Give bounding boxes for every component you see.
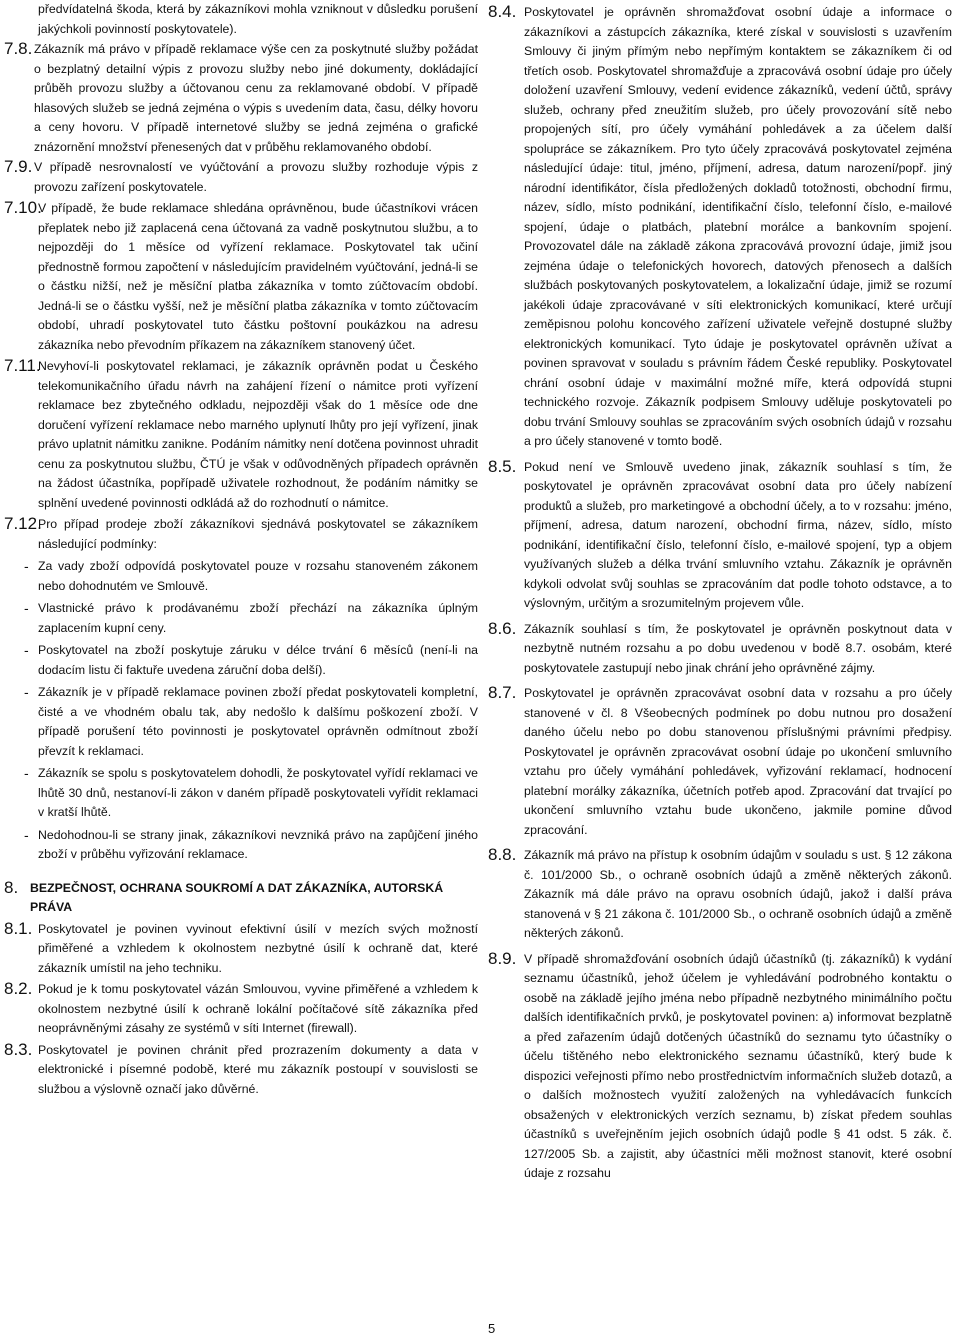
dash-text: Zákazník je v případě reklamace povinen zboží předat poskytovateli kompletní, čisté a ve vhodném obalu tak, aby nedošlo k dalšímu poškození zboží. V případě porušení této povinnosti je poskytovatel oprávněn odmítnout zboží převzít k reklamaci. bbox=[38, 685, 478, 758]
clause-8-2 bbox=[0, 980, 478, 1039]
section-number: 8. bbox=[4, 877, 19, 897]
clause-text: Poskytovatel je oprávněn shromažďovat osobní údaje a informace o zákazníkovi a zástupcích zákazníka, které získal v souvislosti s uzavřením Smlouvy či jiným přímým nebo nepřímým kontaktem se zákazníkem či od třetích osob. Poskytovatel shromažďuje a zpracovává osobní údaje pro účely doložení uzavření Smlouvy, vedení evidence zákazníků, vedení účtů, správy služeb, ochrany před zneužitím služeb, pro účely provozování sítě nebo propojených sítí, pro účely vymáhání pohledávek a za účelem další spolupráce se zákazníkem. Pro tyto účely zpracovává poskytovatel zejména následující údaje: titul, jméno, příjmení, adresa, datum narození/popř. jiný národní identifikátor, čísla předložených dokladů totožnosti, obchodní firmu, název, sídlo, místo podnikání, identifikační číslo, telefonní číslo, e-mailové spojení, údaje o platbách, platební morálce a bankovním spojení. Provozovatel dále na základě zákona zpracovává provozní údaje, jimiž jsou zejména údaje o telefonických hovorech, datových přenosech a dalších službách poskytovaných poskytovatelem, a lokalizační údaje, jimiž se rozumí jakékoli údaje zpracovávané v síti elektronických komunikací, které určují zeměpisnou polohu koncového zařízení uživatele veřejně dostupné služby elektronických komunikací. Tyto údaje je poskytovatel oprávněn užívat a povinen spravovat v souladu s právním řádem České republiky. Poskytovatel chrání osobní údaje v maximální možné míře, která odpovídá stupni technického rozvoje. Zákazník podpisem Smlouvy uděluje poskytovateli po dobu trvání Smlouvy souhlas se zpracováním svých osobních údajů v rozsahu a pro účely stanovené v tomto bodě. bbox=[524, 5, 952, 448]
clause-number: 8.1. bbox=[4, 918, 33, 938]
top-fragment: předvídatelná škoda, která by zákazníkovi mohla vzniknout v důsledku porušení jakýchkoli povinností poskytovatele). bbox=[38, 2, 478, 36]
clause-8-3 bbox=[0, 1041, 478, 1100]
dash-bullet: - bbox=[24, 600, 29, 616]
clause-text: Poskytovatel je povinen vyvinout efektivní úsilí v mezích svých možností přiměřené a vzhledem k okolnostem nezbytné úsilí k ochraně dat, které zákazník umístil na jeho techniku. bbox=[38, 921, 478, 975]
dash-bullet: - bbox=[24, 642, 29, 658]
clause-number: 7.10. bbox=[4, 198, 42, 217]
clause-8-5 bbox=[488, 458, 952, 614]
clause-7-8 bbox=[0, 40, 478, 157]
section-title: BEZPEČNOST, OCHRANA SOUKROMÍ A DAT ZÁKAZNÍKA, AUTORSKÁ PRÁVA bbox=[30, 880, 444, 914]
page-number: 5 bbox=[488, 1321, 496, 1336]
clause-8-7 bbox=[488, 684, 952, 840]
clause-text: Zákazník souhlasí s tím, že poskytovatel je oprávněn poskytnout data v nezbytně nutném rozsahu a po dobu uvedenou v bodě 8.7. osobám, které poskytovatele zastupují nebo jinak chrání jeho oprávněné zájmy. bbox=[524, 621, 952, 675]
dash-text: Nedohodnou-li se strany jinak, zákazníkovi nevzniká právo na zapůjčení jiného zboží v průběhu vyřizování reklamace. bbox=[38, 827, 478, 861]
clause-text: Nevyhoví-li poskytovatel reklamaci, je zákazník oprávněn podat u Českého telekomunikačního úřadu návrh na zahájení řízení o námitce proti vyřízení reklamace bez zbytečného odkladu, nejpozději však do 1 měsíce ode dne doručení vyřízení reklamace nebo marného uplynutí lhůty pro její vyřízení, jinak právo uplatnit námitku zanikne. Podáním námitky není dotčena povinnost uhradit cenu za poskytnutou službu, ČTÚ je však v odůvodněných případech oprávněn na žádost účastníka, popřípadě uživatele rozhodnout, že podáním námitky se splnění uvedené povinnosti odkládá až do rozhodnutí o námitce. bbox=[38, 359, 478, 510]
clause-7-10 bbox=[0, 199, 478, 355]
dash-item bbox=[24, 764, 478, 823]
clause-number: 8.3. bbox=[4, 1039, 33, 1059]
clause-text: V případě, že bude reklamace shledána oprávněnou, bude účastníkovi vrácen přeplatek nebo již zaplacená cena účtovaná za vadně poskytnutou službu, a to nejpozději do 1 měsíce od vyřízení reklamace. Poskytovatel tak učiní přednostně formou započtení v následujícím pravidelném vyúčtování, jedná-li se o částku nižší, než je měsíční platba zákazníka v tomto zúčtovacím období. Jedná-li se o částku vyšší, než je měsíční platba zákazníka v tomto zúčtovacím období, uhradí poskytovatel tuto částku poštovní poukázkou na adresu zákazníka nebo převodním příkazem na zákazníkem stanovený účet. bbox=[38, 201, 478, 352]
clause-7-9 bbox=[0, 158, 478, 197]
dash-item bbox=[24, 557, 478, 596]
dash-text: Vlastnické právo k prodávanému zboží přechází na zákazníka úplným zaplacením kupní ceny. bbox=[38, 601, 478, 635]
clause-text: Zákazník má právo v případě reklamace výše cen za poskytnuté služby požádat o bezplatný detailní výpis z provozu služby nebo jiné dokumenty, dokládající průběh provozu služby a účtovanou cenu za reklamované období. V případě hlasových služeb se jedná zejména o výpis s uvedením data, času, délky hovoru a ceny hovoru. V případě internetové služby se jedná zejména o grafické znázornění množství přenesených dat v průběhu reklamovaného období. bbox=[34, 42, 478, 154]
clause-number: 7.12. bbox=[4, 514, 42, 533]
clause-8-4 bbox=[488, 3, 952, 452]
clause-text: Poskytovatel je oprávněn zpracovávat osobní data v rozsahu a pro účely stanovené v čl. 8 Všeobecných podmínek po dobu nutnou pro dosažení daného účelu nebo po dobu stanovenou příslušnými právními předpisy. Poskytovatel je oprávněn zpracovávat osobní údaje po ukončení smluvního vztahu pro účely vymáhání pohledávek, vyřizování reklamací, hodnocení platební morálky zákazníka, účetních potřeb apod. Zpracování dat trvající po ukončení smluvního vztahu bude ukončeno, jakmile pomine důvod zpracování. bbox=[524, 686, 952, 837]
clause-8-9 bbox=[488, 950, 952, 1184]
dash-bullet: - bbox=[24, 826, 29, 843]
clause-text: Poskytovatel je povinen chránit před prozrazením dokumenty a data v elektronické i písemné podobě, které mu zákazník postoupí v souvislosti se službou a výslovně označí jako důvěrné. bbox=[38, 1042, 478, 1096]
clause-number: 8.6. bbox=[488, 618, 517, 638]
dash-text: Za vady zboží odpovídá poskytovatel pouze v rozsahu stanoveném zákonem nebo dohodnutém ve Smlouvě. bbox=[38, 559, 478, 593]
clause-8-8 bbox=[488, 846, 952, 944]
dash-item bbox=[24, 641, 478, 680]
clause-number: 8.8. bbox=[488, 845, 517, 864]
clause-number: 7.11. bbox=[4, 356, 41, 375]
dash-item bbox=[24, 826, 478, 865]
clause-text: V případě shromažďování osobních údajů účastníků (tj. zákazníků) k vydání seznamu účastníků, jehož účelem je vyhledávání podrobného kontaktu o osobě na základě jejího jména nebo případně nezbytného minimálního počtu dalších identifikačních prvků, je poskytovatel povinen: a) informovat bezplatně a před zařazením údajů dotčených účastníků do seznamu tyto účastníky o účelu tištěného nebo elektronického seznamu účastníků, který bude k dispozici veřejnosti přímo nebo prostřednictvím informačních služeb dotazů, a o dalších možnostech využití založených na vyhledávacích funkcích obsažených v elektronických verzích seznamu, b) získat předem souhlas účastníků s uveřejněním jejich osobních údajů podle § 41 odst. 5 zák. č. 127/2005 Sb. a zajistit, aby účastníci měli možnost stanovit, které osobní údaje z rozsahu bbox=[524, 951, 952, 1180]
clause-text: V případě nesrovnalostí ve vyúčtování a provozu služby rozhoduje výpis z provozu zařízení poskytovatele. bbox=[34, 160, 478, 194]
clause-8-1 bbox=[0, 920, 478, 979]
clause-number: 8.4. bbox=[488, 2, 517, 21]
clause-number: 7.9. bbox=[4, 157, 33, 176]
dash-item bbox=[24, 683, 478, 761]
dash-bullet: - bbox=[24, 765, 29, 781]
clause-number: 8.5. bbox=[488, 456, 517, 476]
dash-item bbox=[24, 599, 478, 638]
section-heading bbox=[0, 879, 478, 918]
clause-7-12 bbox=[0, 515, 478, 554]
clause-text: Pro případ prodeje zboží zákazníkovi sjednává poskytovatel se zákazníkem následující podmínky: bbox=[38, 517, 478, 551]
clause-text: Pokud není ve Smlouvě uvedeno jinak, zákazník souhlasí s tím, že poskytovatel je oprávněn zpracovávat osobní data pro účely nabízení produktů a služeb, pro marketingové a obchodní účely, a to v rozsahu: jméno, příjmení, adresa, datum narození, obchodní firma, název, sídlo, místo podnikání, identifikační číslo, telefonní číslo, e-mailové spojení, typ a objem využívaných služeb a délka trvání smluvního vztahu. Zákazník je oprávněn kdykoli odvolat svůj souhlas se zpracováním dat podle tohoto odstavce, a to výslovným, určitým a srozumitelným projevem vůle. bbox=[524, 459, 952, 610]
dash-text: Zákazník se spolu s poskytovatelem dohodli, že poskytovatel vyřídí reklamaci ve lhůtě 30 dnů, nestanoví-li zákon v daném případě poskytovateli vyřídit reklamaci v kratší lhůtě. bbox=[38, 766, 478, 819]
left-column bbox=[0, 0, 478, 1099]
dash-bullet: - bbox=[24, 684, 29, 700]
clause-number: 8.9. bbox=[488, 948, 517, 968]
dash-text: Poskytovatel na zboží poskytuje záruku v délce trvání 6 měsíců (není-li na dodacím listu či faktuře uvedena záruční doba delší). bbox=[38, 643, 478, 677]
dash-bullet: - bbox=[24, 558, 29, 574]
clause-8-6 bbox=[488, 620, 952, 679]
clause-7-11 bbox=[0, 357, 478, 513]
clause-number: 8.7. bbox=[488, 683, 517, 702]
right-column bbox=[488, 0, 952, 1184]
clause-number: 7.8. bbox=[4, 39, 33, 58]
clause-text: Pokud je k tomu poskytovatel vázán Smlouvou, vyvine přiměřené a vzhledem k okolnostem nezbytné úsilí k ochraně lokální počítačové sítě zákazníka před neoprávněnými zásahy ze systémů v síti Internet (firewall). bbox=[38, 982, 478, 1035]
clause-text: Zákazník má právo na přístup k osobním údajům v souladu s ust. § 12 zákona č. 101/2000 Sb., o ochraně osobních údajů a změně některých zákonů. Zákazník má dále právo na opravu osobních údajů, jakož i další práva stanovená v § 21 zákona č. 101/2000 Sb., o ochraně osobních údajů a změně některých zákonů. bbox=[524, 848, 952, 940]
clause-number: 8.2. bbox=[4, 979, 33, 998]
